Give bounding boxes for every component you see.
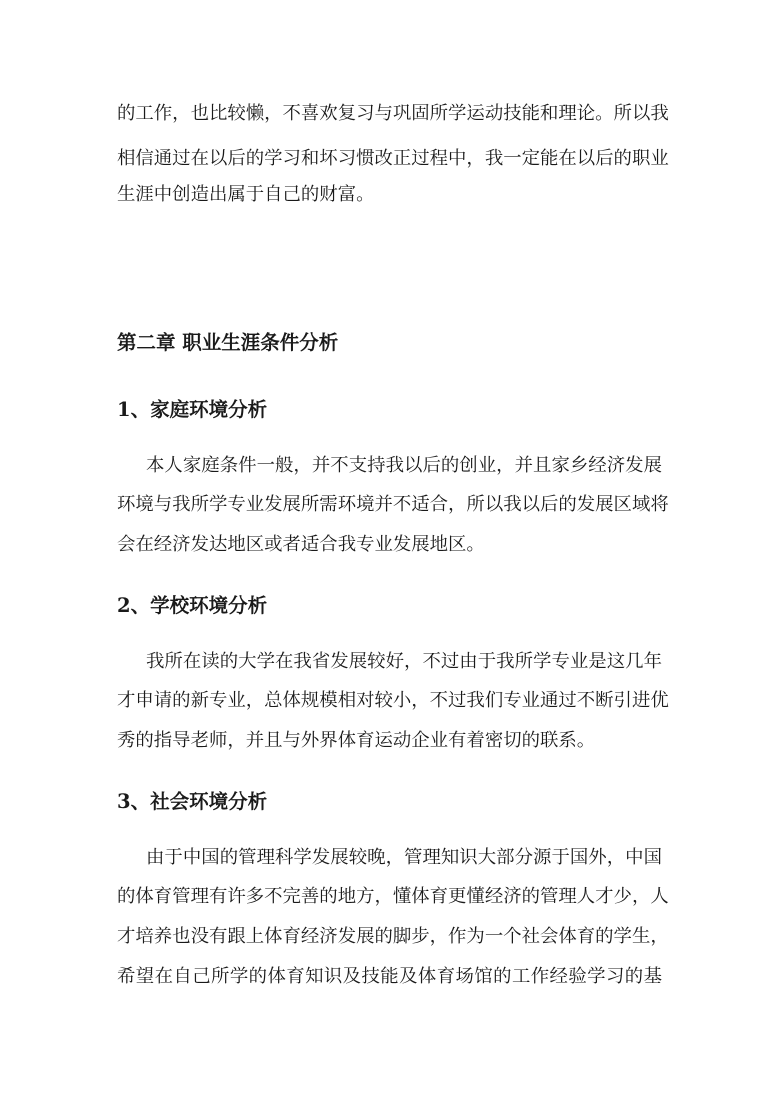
section-heading-school: 2、学校环境分析 (117, 594, 268, 617)
intro-line-2: 相信通过在以后的学习和坏习惯改正过程中，我一定能在以后的职业 (117, 148, 669, 169)
section-1-line-3: 会在经济发达地区或者适合我专业发展地区。 (117, 534, 485, 555)
section-3-line-3: 才培养也没有跟上体育经济发展的脚步，作为一个社会体育的学生， (117, 926, 669, 947)
section-2-line-3: 秀的指导老师，并且与外界体育运动企业有着密切的联系。 (117, 730, 596, 751)
section-2-line-1: 我所在读的大学在我省发展较好，不过由于我所学专业是这几年 (146, 651, 662, 672)
section-heading-family: 1、家庭环境分析 (117, 398, 268, 421)
section-2-line-2: 才申请的新专业，总体规模相对较小，不过我们专业通过不断引进优 (117, 690, 669, 711)
section-heading-society: 3、社会环境分析 (117, 790, 268, 813)
section-3-line-1: 由于中国的管理科学发展较晚，管理知识大部分源于国外，中国 (146, 847, 662, 868)
section-1-line-1: 本人家庭条件一般，并不支持我以后的创业，并且家乡经济发展 (146, 455, 662, 476)
section-3-line-4: 希望在自己所学的体育知识及技能及体育场馆的工作经验学习的基 (117, 966, 662, 987)
intro-line-3: 生涯中创造出属于自己的财富。 (117, 184, 375, 205)
intro-line-1: 的工作，也比较懒，不喜欢复习与巩固所学运动技能和理论。所以我 (117, 103, 669, 124)
chapter-title: 第二章 职业生涯条件分析 (117, 331, 339, 354)
section-3-line-2: 的体育管理有许多不完善的地方，懂体育更懂经济的管理人才少，人 (117, 886, 669, 907)
section-1-line-2: 环境与我所学专业发展所需环境并不适合，所以我以后的发展区域将 (117, 494, 669, 515)
